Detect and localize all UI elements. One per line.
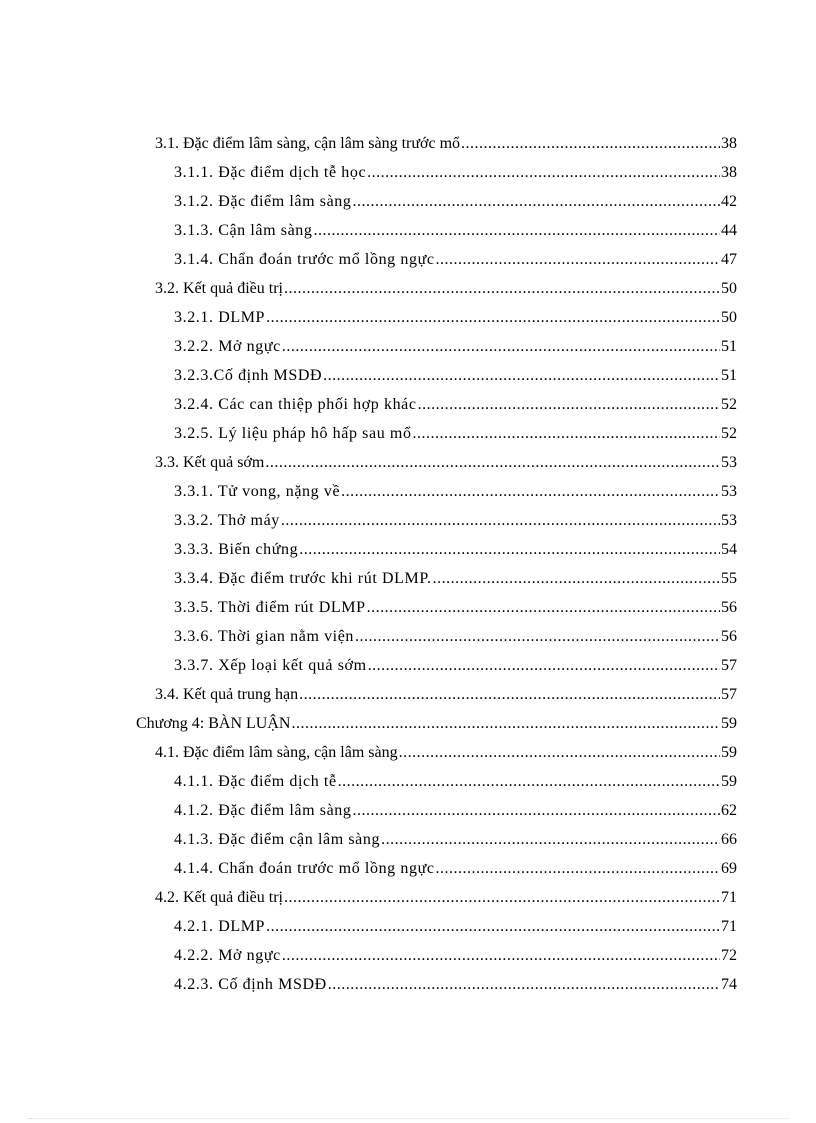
toc-entry[interactable]	[0, 970, 816, 999]
dot-leader	[367, 158, 720, 187]
dot-leader	[399, 738, 720, 767]
toc-entry[interactable]	[0, 158, 816, 187]
toc-entry-title[interactable]: 3.3. Kết quả sớm	[155, 454, 265, 471]
toc-entry-title[interactable]: 3.3.3. Biến chứng	[174, 541, 299, 558]
table-of-contents	[0, 129, 816, 999]
toc-entry-page-number[interactable]: 56	[721, 599, 737, 616]
toc-entry-page-number[interactable]: 51	[721, 338, 737, 355]
dot-leader	[314, 216, 721, 245]
toc-entry[interactable]	[0, 651, 816, 680]
toc-entry[interactable]	[0, 448, 816, 477]
toc-entry-title[interactable]: 3.2. Kết quả điều trị	[155, 280, 283, 297]
dot-leader	[436, 854, 720, 883]
toc-entry-title[interactable]: 3.1.4. Chẩn đoán trước mổ lồng ngực	[174, 251, 435, 268]
toc-entry-page-number[interactable]: 44	[721, 222, 737, 239]
toc-entry-title[interactable]: 4.1.1. Đặc điểm dịch tễ	[174, 773, 337, 790]
dot-leader	[368, 651, 720, 680]
toc-entry-page-number[interactable]: 42	[721, 193, 737, 210]
toc-entry-title[interactable]: 4.2.3. Cố định MSDĐ	[174, 976, 327, 993]
toc-entry-page-number[interactable]: 54	[721, 541, 737, 558]
toc-entry-page-number[interactable]: 53	[721, 483, 737, 500]
dot-leader	[265, 448, 720, 477]
toc-entry-page-number[interactable]: 38	[721, 164, 737, 181]
toc-entry-title[interactable]: 3.2.1. DLMP	[174, 309, 266, 326]
toc-entry-title[interactable]: 3.2.4. Các can thiệp phối hợp khác	[174, 396, 417, 413]
toc-entry-title[interactable]: 3.3.7. Xếp loại kết quả sớm	[174, 657, 367, 674]
dot-leader	[381, 825, 720, 854]
toc-entry-title[interactable]: 4.2. Kết quả điều trị	[155, 889, 283, 906]
toc-entry-title[interactable]: 4.1.2. Đặc điểm lâm sàng	[174, 802, 352, 819]
toc-entry-page-number[interactable]: 38	[721, 135, 737, 152]
toc-entry[interactable]	[0, 506, 816, 535]
dot-leader	[436, 245, 720, 274]
toc-entry[interactable]	[0, 361, 816, 390]
toc-entry-title[interactable]: 3.1. Đặc điểm lâm sàng, cận lâm sàng trước mổ	[155, 135, 461, 152]
toc-entry[interactable]	[0, 535, 816, 564]
toc-entry-title[interactable]: 4.1.3. Đặc điểm cận lâm sàng	[174, 831, 381, 848]
dot-leader	[338, 767, 720, 796]
toc-entry-page-number[interactable]: 53	[721, 512, 737, 529]
toc-entry[interactable]	[0, 274, 816, 303]
toc-entry[interactable]	[0, 303, 816, 332]
toc-entry[interactable]	[0, 216, 816, 245]
toc-entry-title[interactable]: 4.2.2. Mở ngực	[174, 947, 281, 964]
dot-leader	[291, 709, 720, 738]
toc-entry[interactable]	[0, 564, 816, 593]
toc-entry[interactable]	[0, 941, 816, 970]
dot-leader	[352, 187, 720, 216]
toc-entry[interactable]	[0, 129, 816, 158]
toc-entry-title[interactable]: 4.1.4. Chẩn đoán trước mổ lồng ngực	[174, 860, 435, 877]
toc-entry[interactable]	[0, 419, 816, 448]
toc-entry-page-number[interactable]: 52	[721, 396, 737, 413]
toc-entry-title[interactable]: 3.3.5. Thời điểm rút DLMP	[174, 599, 366, 616]
toc-entry-page-number[interactable]: 71	[721, 889, 737, 906]
toc-entry-title[interactable]: 3.2.2. Mở ngực	[174, 338, 281, 355]
toc-entry[interactable]	[0, 477, 816, 506]
toc-entry[interactable]	[0, 796, 816, 825]
toc-entry-page-number[interactable]: 55	[721, 570, 737, 587]
toc-entry-page-number[interactable]: 71	[721, 918, 737, 935]
dot-leader	[282, 941, 720, 970]
toc-entry[interactable]	[0, 854, 816, 883]
dot-leader	[461, 129, 720, 158]
dot-leader	[433, 564, 720, 593]
toc-entry-page-number[interactable]: 53	[721, 454, 737, 471]
toc-entry-page-number[interactable]: 59	[721, 773, 737, 790]
toc-entry-page-number[interactable]: 72	[721, 947, 737, 964]
dot-leader	[282, 332, 720, 361]
toc-entry-page-number[interactable]: 74	[721, 976, 737, 993]
dot-leader	[299, 680, 720, 709]
toc-entry[interactable]	[0, 912, 816, 941]
dot-leader	[266, 912, 720, 941]
toc-entry-page-number[interactable]: 57	[721, 686, 737, 703]
toc-entry-title[interactable]: 3.3.2. Thở máy	[174, 512, 280, 529]
toc-entry-page-number[interactable]: 66	[721, 831, 737, 848]
toc-entry-page-number[interactable]: 47	[721, 251, 737, 268]
toc-entry-title[interactable]: 3.3.6. Thời gian nằm viện	[174, 628, 355, 645]
dot-leader	[281, 506, 720, 535]
toc-entry[interactable]	[0, 187, 816, 216]
dot-leader	[413, 419, 720, 448]
toc-entry-page-number[interactable]: 56	[721, 628, 737, 645]
toc-entry-title[interactable]: Chương 4: BÀN LUẬN	[136, 715, 291, 732]
toc-entry[interactable]	[0, 622, 816, 651]
dot-leader	[328, 970, 720, 999]
toc-entry-title[interactable]: 3.1.2. Đặc điểm lâm sàng	[174, 193, 352, 210]
dot-leader	[284, 274, 720, 303]
toc-entry-page-number[interactable]: 51	[721, 367, 737, 384]
toc-entry-page-number[interactable]: 59	[721, 715, 737, 732]
toc-entry-page-number[interactable]: 52	[721, 425, 737, 442]
toc-entry[interactable]	[0, 825, 816, 854]
toc-entry-page-number[interactable]: 50	[721, 280, 737, 297]
toc-entry-title[interactable]: 3.2.3.Cố định MSDĐ	[174, 367, 323, 384]
page-bottom-divider	[28, 1118, 788, 1119]
toc-entry[interactable]	[0, 390, 816, 419]
toc-entry[interactable]	[0, 593, 816, 622]
toc-entry[interactable]	[0, 680, 816, 709]
toc-entry[interactable]	[0, 883, 816, 912]
dot-leader	[266, 303, 720, 332]
dot-leader	[367, 593, 720, 622]
toc-entry[interactable]	[0, 245, 816, 274]
dot-leader	[299, 535, 720, 564]
toc-entry-title[interactable]: 3.2.5. Lý liệu pháp hô hấp sau mổ	[174, 425, 412, 442]
toc-entry-title[interactable]: 4.1. Đặc điểm lâm sàng, cận lâm sàng	[155, 744, 398, 761]
toc-entry[interactable]	[0, 767, 816, 796]
dot-leader	[323, 361, 720, 390]
toc-entry-title[interactable]: 4.2.1. DLMP	[174, 918, 266, 935]
toc-entry[interactable]	[0, 738, 816, 767]
toc-entry-title[interactable]: 3.1.1. Đặc điểm dịch tễ học	[174, 164, 367, 181]
toc-entry-title[interactable]: 3.4. Kết quả trung hạn	[155, 686, 299, 703]
toc-entry-page-number[interactable]: 50	[721, 309, 737, 326]
dot-leader	[418, 390, 720, 419]
dot-leader	[355, 622, 720, 651]
toc-entry-page-number[interactable]: 59	[721, 744, 737, 761]
dot-leader	[352, 796, 720, 825]
dot-leader	[284, 883, 720, 912]
toc-entry-title[interactable]: 3.3.1. Tử vong, nặng về	[174, 483, 341, 500]
toc-entry-page-number[interactable]: 69	[721, 860, 737, 877]
toc-entry[interactable]	[0, 332, 816, 361]
toc-entry-title[interactable]: 3.1.3. Cận lâm sàng	[174, 222, 313, 239]
toc-entry-page-number[interactable]: 57	[721, 657, 737, 674]
dot-leader	[341, 477, 720, 506]
toc-entry[interactable]	[0, 709, 816, 738]
toc-entry-title[interactable]: 3.3.4. Đặc điểm trước khi rút DLMP.	[174, 570, 432, 587]
toc-entry-page-number[interactable]: 62	[721, 802, 737, 819]
